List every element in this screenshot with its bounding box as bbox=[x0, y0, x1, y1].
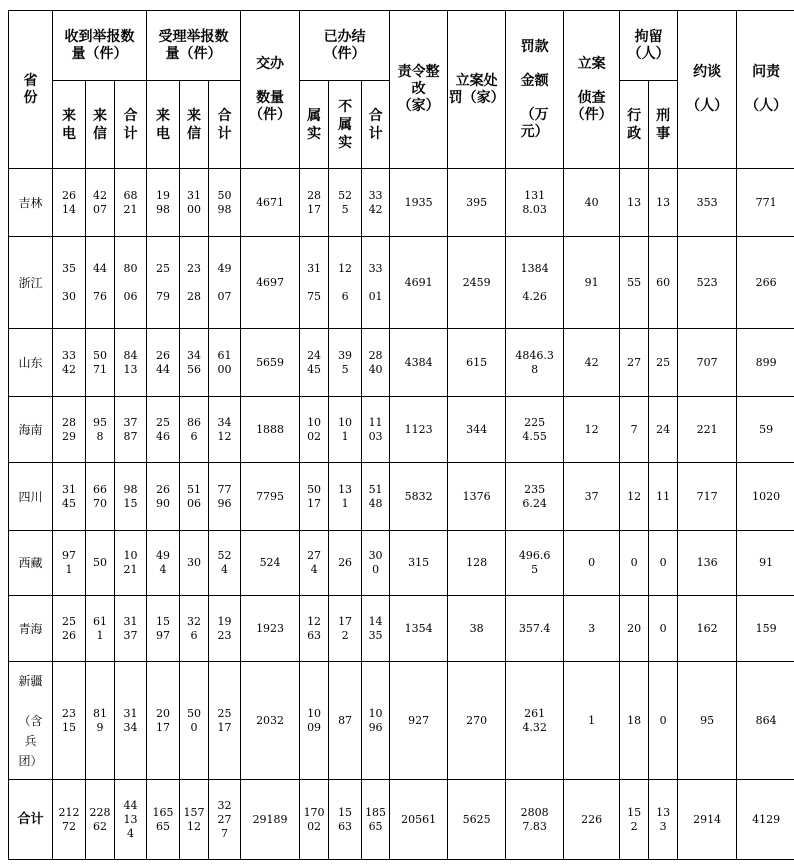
header-closed: 已办结 （件） bbox=[300, 11, 390, 81]
cell-interview: 162 bbox=[678, 596, 737, 662]
cell-fine: 225 4.55 bbox=[506, 397, 564, 463]
cell-ct: 10 09 bbox=[300, 662, 329, 780]
header-punish: 立案处 罚（家） bbox=[448, 11, 506, 169]
cell-accountability: 1020 bbox=[737, 463, 794, 531]
cell-investigate: 226 bbox=[564, 780, 620, 860]
cell-rl: 50 71 bbox=[86, 329, 115, 397]
cell-al: 34 56 bbox=[180, 329, 209, 397]
cell-investigate: 3 bbox=[564, 596, 620, 662]
cell-rl: 44 76 bbox=[86, 237, 115, 329]
cell-fine: 496.6 5 bbox=[506, 531, 564, 596]
cell-rectify: 1354 bbox=[390, 596, 448, 662]
cell-at: 19 23 bbox=[209, 596, 241, 662]
cell-criminal: 0 bbox=[649, 596, 678, 662]
cell-ap: 25 46 bbox=[147, 397, 180, 463]
cell-al: 157 12 bbox=[180, 780, 209, 860]
subheader-detain-admin: 行 政 bbox=[620, 81, 649, 169]
cell-cs: 10 96 bbox=[362, 662, 390, 780]
cell-investigate: 91 bbox=[564, 237, 620, 329]
cell-ap: 19 98 bbox=[147, 169, 180, 237]
cell-cu: 52 5 bbox=[329, 169, 362, 237]
cell-fine: 261 4.32 bbox=[506, 662, 564, 780]
cell-al: 31 00 bbox=[180, 169, 209, 237]
cell-criminal: 60 bbox=[649, 237, 678, 329]
header-received: 收到举报数 量（件） bbox=[53, 11, 147, 81]
cell-rectify: 1935 bbox=[390, 169, 448, 237]
cell-interview: 707 bbox=[678, 329, 737, 397]
cell-al: 32 6 bbox=[180, 596, 209, 662]
cell-cs: 51 48 bbox=[362, 463, 390, 531]
cell-cu: 17 2 bbox=[329, 596, 362, 662]
cell-fine: 357.4 bbox=[506, 596, 564, 662]
cell-al: 23 28 bbox=[180, 237, 209, 329]
table-row bbox=[9, 463, 794, 531]
cell-punish: 270 bbox=[448, 662, 506, 780]
cell-ct: 28 17 bbox=[300, 169, 329, 237]
cell-fine: 4846.3 8 bbox=[506, 329, 564, 397]
cell-fine: 2808 7.83 bbox=[506, 780, 564, 860]
table-row bbox=[9, 237, 794, 329]
subheader-detain-criminal: 刑 事 bbox=[649, 81, 678, 169]
cell-admin: 0 bbox=[620, 531, 649, 596]
subheader-accepted-phone: 来 电 bbox=[147, 81, 180, 169]
subheader-received-letter: 来 信 bbox=[86, 81, 115, 169]
cell-cs: 33 01 bbox=[362, 237, 390, 329]
header-accountability: 问责 （人） bbox=[737, 11, 794, 169]
table-row bbox=[9, 397, 794, 463]
table-row bbox=[9, 531, 794, 596]
cell-admin: 7 bbox=[620, 397, 649, 463]
subheader-closed-true: 属 实 bbox=[300, 81, 329, 169]
cell-ct: 27 4 bbox=[300, 531, 329, 596]
subheader-accepted-letter: 来 信 bbox=[180, 81, 209, 169]
cell-accountability: 771 bbox=[737, 169, 794, 237]
cell-admin: 12 bbox=[620, 463, 649, 531]
cell-investigate: 0 bbox=[564, 531, 620, 596]
cell-rp: 33 42 bbox=[53, 329, 86, 397]
cell-rectify: 4691 bbox=[390, 237, 448, 329]
cell-province: 青海 bbox=[9, 596, 53, 662]
cell-accountability: 59 bbox=[737, 397, 794, 463]
header-investigate: 立案 侦查 （件） bbox=[564, 11, 620, 169]
header-assigned: 交办 数量 （件） bbox=[241, 11, 300, 169]
cell-punish: 615 bbox=[448, 329, 506, 397]
cell-fine: 131 8.03 bbox=[506, 169, 564, 237]
cell-rt: 80 06 bbox=[115, 237, 147, 329]
cell-ct: 170 02 bbox=[300, 780, 329, 860]
cell-rt: 68 21 bbox=[115, 169, 147, 237]
cell-rl: 95 8 bbox=[86, 397, 115, 463]
cell-cs: 33 42 bbox=[362, 169, 390, 237]
cell-rt: 84 13 bbox=[115, 329, 147, 397]
cell-admin: 20 bbox=[620, 596, 649, 662]
cell-at: 34 12 bbox=[209, 397, 241, 463]
cell-assigned: 1888 bbox=[241, 397, 300, 463]
cell-cu: 12 6 bbox=[329, 237, 362, 329]
cell-criminal: 24 bbox=[649, 397, 678, 463]
cell-accountability: 159 bbox=[737, 596, 794, 662]
cell-rl: 81 9 bbox=[86, 662, 115, 780]
cell-investigate: 40 bbox=[564, 169, 620, 237]
cell-rp: 25 26 bbox=[53, 596, 86, 662]
cell-al: 51 06 bbox=[180, 463, 209, 531]
cell-punish: 1376 bbox=[448, 463, 506, 531]
cell-rl: 50 bbox=[86, 531, 115, 596]
cell-at: 50 98 bbox=[209, 169, 241, 237]
cell-rl: 42 07 bbox=[86, 169, 115, 237]
cell-assigned: 524 bbox=[241, 531, 300, 596]
cell-ap: 25 79 bbox=[147, 237, 180, 329]
header-interview: 约谈 （人） bbox=[678, 11, 737, 169]
cell-investigate: 42 bbox=[564, 329, 620, 397]
cell-ap: 165 65 bbox=[147, 780, 180, 860]
cell-rt: 44 13 4 bbox=[115, 780, 147, 860]
cell-rt: 98 15 bbox=[115, 463, 147, 531]
cell-punish: 5625 bbox=[448, 780, 506, 860]
cell-criminal: 0 bbox=[649, 531, 678, 596]
cell-at: 25 17 bbox=[209, 662, 241, 780]
cell-accountability: 864 bbox=[737, 662, 794, 780]
cell-ct: 50 17 bbox=[300, 463, 329, 531]
cell-rectify: 5832 bbox=[390, 463, 448, 531]
cell-assigned: 4671 bbox=[241, 169, 300, 237]
cell-criminal: 25 bbox=[649, 329, 678, 397]
cell-rp: 23 15 bbox=[53, 662, 86, 780]
header-fine: 罚款 金额 （万 元） bbox=[506, 11, 564, 169]
cell-assigned: 1923 bbox=[241, 596, 300, 662]
cell-ct: 12 63 bbox=[300, 596, 329, 662]
cell-rp: 35 30 bbox=[53, 237, 86, 329]
cell-cs: 185 65 bbox=[362, 780, 390, 860]
cell-assigned: 7795 bbox=[241, 463, 300, 531]
cell-admin: 27 bbox=[620, 329, 649, 397]
cell-rp: 31 45 bbox=[53, 463, 86, 531]
table-body bbox=[9, 169, 794, 860]
report-statistics-table bbox=[8, 10, 794, 860]
cell-interview: 523 bbox=[678, 237, 737, 329]
cell-at: 49 07 bbox=[209, 237, 241, 329]
cell-al: 86 6 bbox=[180, 397, 209, 463]
cell-punish: 395 bbox=[448, 169, 506, 237]
header-province: 省 份 bbox=[9, 11, 53, 169]
table-row bbox=[9, 780, 794, 860]
cell-rt: 31 37 bbox=[115, 596, 147, 662]
cell-criminal: 13 bbox=[649, 169, 678, 237]
cell-cs: 30 0 bbox=[362, 531, 390, 596]
table-row bbox=[9, 169, 794, 237]
cell-assigned: 4697 bbox=[241, 237, 300, 329]
cell-interview: 2914 bbox=[678, 780, 737, 860]
cell-admin: 18 bbox=[620, 662, 649, 780]
cell-rectify: 1123 bbox=[390, 397, 448, 463]
cell-ct: 31 75 bbox=[300, 237, 329, 329]
cell-cs: 11 03 bbox=[362, 397, 390, 463]
cell-rectify: 20561 bbox=[390, 780, 448, 860]
cell-investigate: 37 bbox=[564, 463, 620, 531]
cell-cu: 13 1 bbox=[329, 463, 362, 531]
cell-rt: 37 87 bbox=[115, 397, 147, 463]
cell-interview: 717 bbox=[678, 463, 737, 531]
cell-admin: 15 2 bbox=[620, 780, 649, 860]
cell-ap: 15 97 bbox=[147, 596, 180, 662]
cell-criminal: 0 bbox=[649, 662, 678, 780]
table-row bbox=[9, 596, 794, 662]
table-row bbox=[9, 329, 794, 397]
cell-rectify: 4384 bbox=[390, 329, 448, 397]
cell-rp: 212 72 bbox=[53, 780, 86, 860]
cell-rt: 10 21 bbox=[115, 531, 147, 596]
cell-accountability: 266 bbox=[737, 237, 794, 329]
cell-punish: 38 bbox=[448, 596, 506, 662]
cell-province: 西藏 bbox=[9, 531, 53, 596]
cell-ct: 24 45 bbox=[300, 329, 329, 397]
cell-ap: 20 17 bbox=[147, 662, 180, 780]
header-rectify: 责令整 改 （家） bbox=[390, 11, 448, 169]
cell-assigned: 5659 bbox=[241, 329, 300, 397]
cell-investigate: 12 bbox=[564, 397, 620, 463]
cell-cu: 39 5 bbox=[329, 329, 362, 397]
subheader-received-total: 合 计 bbox=[115, 81, 147, 169]
cell-rl: 61 1 bbox=[86, 596, 115, 662]
cell-province: 合计 bbox=[9, 780, 53, 860]
cell-rp: 97 1 bbox=[53, 531, 86, 596]
cell-al: 50 0 bbox=[180, 662, 209, 780]
cell-rectify: 315 bbox=[390, 531, 448, 596]
cell-punish: 344 bbox=[448, 397, 506, 463]
header-accepted: 受理举报数 量（件） bbox=[147, 11, 241, 81]
cell-accountability: 899 bbox=[737, 329, 794, 397]
cell-punish: 2459 bbox=[448, 237, 506, 329]
cell-rl: 66 70 bbox=[86, 463, 115, 531]
cell-accountability: 4129 bbox=[737, 780, 794, 860]
subheader-closed-total: 合 计 bbox=[362, 81, 390, 169]
cell-province: 浙江 bbox=[9, 237, 53, 329]
cell-criminal: 11 bbox=[649, 463, 678, 531]
cell-at: 61 00 bbox=[209, 329, 241, 397]
cell-fine: 1384 4.26 bbox=[506, 237, 564, 329]
cell-ap: 49 4 bbox=[147, 531, 180, 596]
table-row bbox=[9, 662, 794, 780]
cell-fine: 235 6.24 bbox=[506, 463, 564, 531]
cell-at: 32 27 7 bbox=[209, 780, 241, 860]
cell-cu: 15 63 bbox=[329, 780, 362, 860]
cell-rp: 26 14 bbox=[53, 169, 86, 237]
subheader-accepted-total: 合 计 bbox=[209, 81, 241, 169]
cell-province: 海南 bbox=[9, 397, 53, 463]
cell-province: 新疆 （含 兵 团） bbox=[9, 662, 53, 780]
cell-punish: 128 bbox=[448, 531, 506, 596]
cell-interview: 221 bbox=[678, 397, 737, 463]
cell-cu: 87 bbox=[329, 662, 362, 780]
cell-criminal: 13 3 bbox=[649, 780, 678, 860]
cell-interview: 95 bbox=[678, 662, 737, 780]
cell-cu: 26 bbox=[329, 531, 362, 596]
cell-assigned: 2032 bbox=[241, 662, 300, 780]
cell-admin: 55 bbox=[620, 237, 649, 329]
cell-at: 77 96 bbox=[209, 463, 241, 531]
cell-rl: 228 62 bbox=[86, 780, 115, 860]
cell-ap: 26 44 bbox=[147, 329, 180, 397]
cell-al: 30 bbox=[180, 531, 209, 596]
header-detain: 拘留 （人） bbox=[620, 11, 678, 81]
cell-cs: 14 35 bbox=[362, 596, 390, 662]
cell-cs: 28 40 bbox=[362, 329, 390, 397]
cell-admin: 13 bbox=[620, 169, 649, 237]
cell-rp: 28 29 bbox=[53, 397, 86, 463]
cell-province: 山东 bbox=[9, 329, 53, 397]
cell-investigate: 1 bbox=[564, 662, 620, 780]
cell-ct: 10 02 bbox=[300, 397, 329, 463]
cell-interview: 136 bbox=[678, 531, 737, 596]
cell-ap: 26 90 bbox=[147, 463, 180, 531]
cell-rt: 31 34 bbox=[115, 662, 147, 780]
subheader-closed-untrue: 不 属 实 bbox=[329, 81, 362, 169]
cell-province: 四川 bbox=[9, 463, 53, 531]
cell-accountability: 91 bbox=[737, 531, 794, 596]
cell-at: 52 4 bbox=[209, 531, 241, 596]
subheader-received-phone: 来 电 bbox=[53, 81, 86, 169]
cell-cu: 10 1 bbox=[329, 397, 362, 463]
cell-assigned: 29189 bbox=[241, 780, 300, 860]
cell-interview: 353 bbox=[678, 169, 737, 237]
cell-province: 吉林 bbox=[9, 169, 53, 237]
cell-rectify: 927 bbox=[390, 662, 448, 780]
